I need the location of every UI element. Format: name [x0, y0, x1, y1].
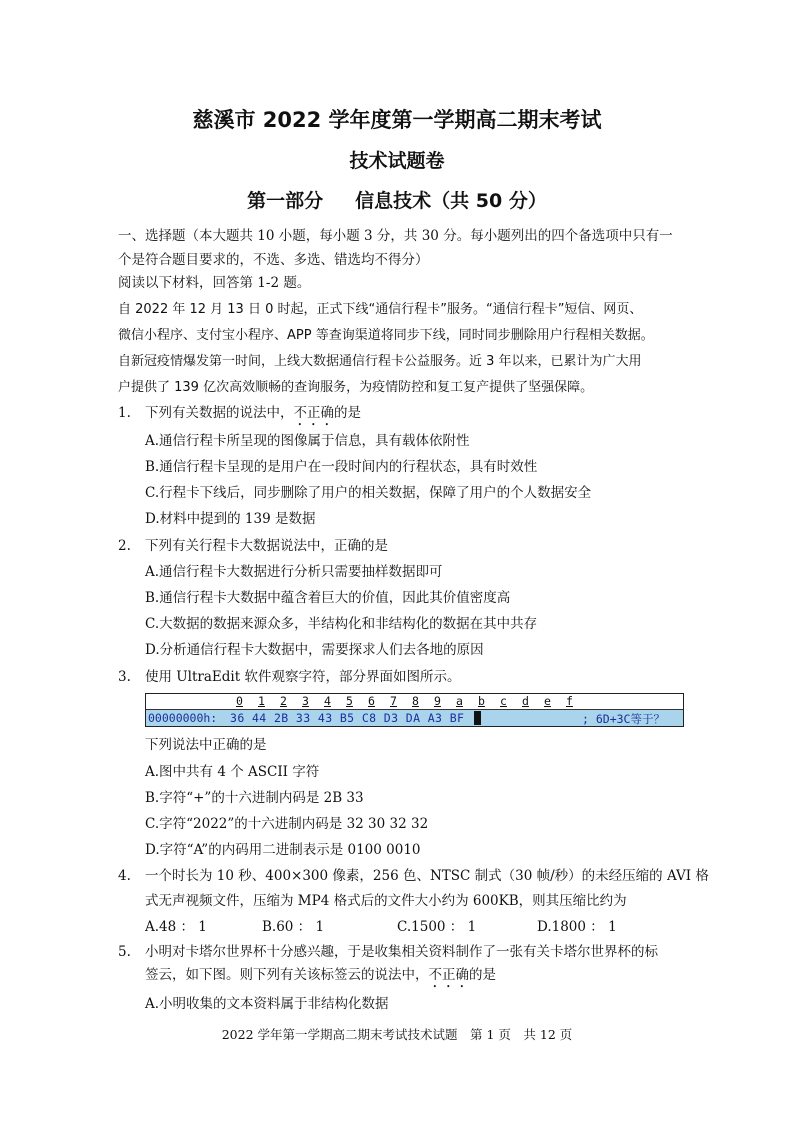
question-1-option-d: D.材料中提到的 139 是数据	[145, 511, 316, 527]
hex-column-label: 1	[258, 694, 265, 708]
part-number: 第一部分	[247, 190, 324, 212]
material-line-4: 户提供了 139 亿次高效顺畅的查询服务，为疫情防控和复工复产提供了坚强保障。	[118, 380, 594, 395]
question-5-option-a: A.小明收集的文本资料属于非结构化数据	[145, 996, 389, 1012]
question-3-option-a: A.图中共有 4 个 ASCII 字符	[145, 764, 320, 780]
question-4-stem-line-2: 式无声视频文件，压缩为 MP4 格式后的文件大小约为 600KB，则其压缩比约为	[145, 893, 627, 909]
hex-column-label: a	[456, 694, 463, 708]
hex-column-label: 4	[324, 694, 331, 708]
hex-column-label: 3	[302, 694, 309, 708]
question-4-option-a: A.48 ： 1	[145, 919, 207, 935]
question-1-option-a: A.通信行程卡所呈现的图像属于信息，具有载体依附性	[145, 433, 470, 449]
hex-bytes: 36 44 2B 33 43 B5 C8 D3 DA A3 BF	[230, 711, 465, 725]
part-subject: 信息技术（共 50 分）	[355, 190, 547, 212]
material-line-1: 自 2022 年 12 月 13 日 0 时起，正式下线“通信行程卡”服务。“通信行程卡”短信、网页、	[118, 302, 643, 317]
question-3-number: 3.	[118, 669, 131, 685]
stem-text: 的是	[334, 405, 361, 421]
question-3-stem: 使用 UltraEdit 软件观察字符，部分界面如图所示。	[145, 669, 461, 685]
hex-address: 00000000h:	[148, 711, 218, 725]
question-2-stem: 下列有关行程卡大数据说法中，正确的是	[145, 538, 388, 554]
question-2-number: 2.	[118, 538, 131, 554]
question-5-number: 5.	[118, 944, 131, 960]
question-5-stem-line-1: 小明对卡塔尔世界杯十分感兴趣，于是收集相关资料制作了一张有关卡塔尔世界杯的标	[145, 944, 658, 960]
page-footer: 2022 学年第一学期高二期末考试技术试题 第 1 页 共 12 页	[221, 1027, 573, 1042]
hex-column-label: 8	[412, 694, 419, 708]
hex-column-label: 5	[346, 694, 353, 708]
hex-column-label: 9	[434, 694, 441, 708]
instruction-line-1: 一、选择题（本大题共 10 小题，每小题 3 分，共 30 分。每小题列出的四个备选项中只有一	[118, 228, 673, 244]
question-3-option-c: C.字符“2022”的十六进制内码是 32 30 32 32	[145, 816, 429, 832]
question-1-number: 1.	[118, 405, 131, 421]
hex-column-header	[146, 694, 683, 710]
hex-ascii-text: ; 6D+3C等于？	[582, 712, 665, 726]
stem-text: 的是	[469, 967, 496, 983]
hex-column-label: d	[522, 694, 529, 708]
hex-column-label: b	[478, 694, 485, 708]
question-2-option-b: B.通信行程卡大数据中蕴含着巨大的价值，因此其价值密度高	[145, 590, 511, 606]
emphasis-text: 不正确	[428, 967, 469, 983]
emphasis-text: 不正确	[293, 405, 334, 421]
hex-column-label: 0	[236, 694, 243, 708]
text-cursor	[474, 711, 481, 725]
question-2-option-a: A.通信行程卡大数据进行分析只需要抽样数据即可	[145, 564, 443, 580]
ultraedit-hex-figure	[145, 693, 684, 727]
part-heading	[0, 186, 794, 213]
question-1-option-c: C.行程卡下线后，同步删除了用户的相关数据，保障了用户的个人数据安全	[145, 485, 592, 501]
hex-column-label: 2	[280, 694, 287, 708]
hex-column-label: 7	[390, 694, 397, 708]
instruction-line-2: 个是符合题目要求的，不选、多选、错选均不得分）	[118, 252, 429, 268]
question-1-stem	[145, 403, 361, 429]
question-3-prompt: 下列说法中正确的是	[145, 737, 267, 753]
question-4-number: 4.	[118, 868, 131, 884]
question-4-option-d: D.1800 ： 1	[537, 919, 617, 935]
question-2-option-c: C.大数据的数据来源众多，半结构化和非结构化的数据在其中共存	[145, 616, 538, 632]
question-3-option-d: D.字符“A”的内码用二进制表示是 0100 0010	[145, 842, 421, 858]
question-5-stem-line-2	[145, 965, 496, 991]
hex-column-label: f	[566, 694, 573, 708]
instruction-line-3: 阅读以下材料，回答第 1-2 题。	[118, 275, 311, 291]
exam-subtitle: 技术试题卷	[349, 150, 445, 172]
question-4-option-c: C.1500 ： 1	[397, 919, 477, 935]
question-1-option-b: B.通信行程卡呈现的是用户在一段时间内的行程状态，具有时效性	[145, 459, 538, 475]
exam-title: 慈溪市 2022 学年度第一学期高二期末考试	[192, 108, 602, 132]
stem-text: 下列有关数据的说法中，	[145, 405, 294, 421]
question-3-option-b: B.字符“+”的十六进制内码是 2B 33	[145, 790, 364, 806]
question-4-option-b: B.60 ： 1	[262, 919, 325, 935]
stem-text: 签云，如下图。则下列有关该标签云的说法中，	[145, 967, 429, 983]
material-line-2: 微信小程序、支付宝小程序、APP 等查询渠道将同步下线，同时同步删除用户行程相关数据。	[118, 328, 654, 343]
hex-data-row[interactable]	[146, 710, 683, 726]
material-line-3: 自新冠疫情爆发第一时间，上线大数据通信行程卡公益服务。近 3 年以来，已累计为广大用	[118, 354, 642, 369]
question-4-stem-line-1: 一个时长为 10 秒、400×300 像素，256 色、NTSC 制式（30 帧/秒）的未经压缩的 AVI 格	[145, 868, 709, 884]
hex-column-label: c	[500, 694, 507, 708]
question-2-option-d: D.分析通信行程卡大数据中，需要探求人们去各地的原因	[145, 642, 484, 658]
hex-column-label: e	[544, 694, 551, 708]
hex-column-label: 6	[368, 694, 375, 708]
